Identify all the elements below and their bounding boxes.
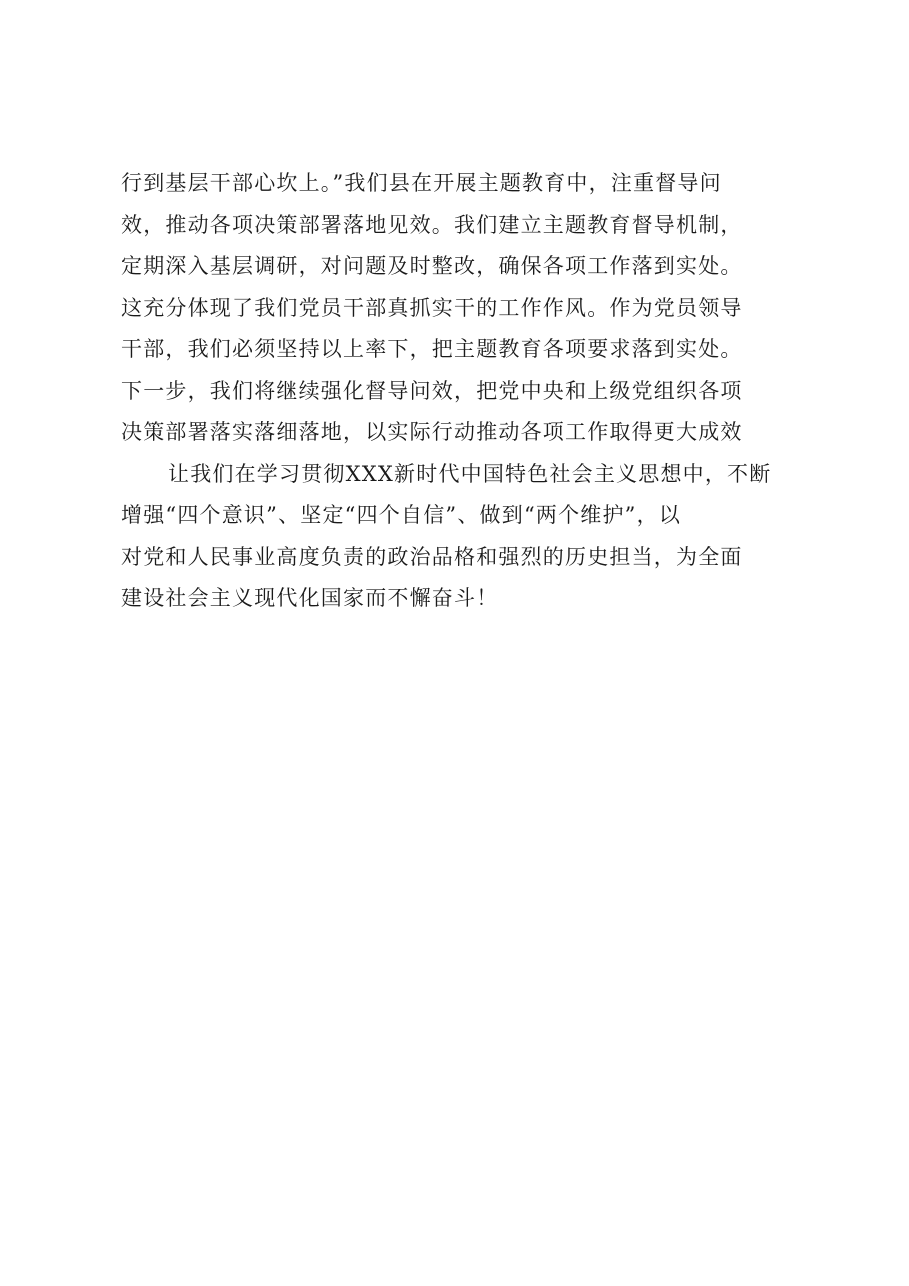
paragraph-2 [121,454,821,620]
text-line: 让我们在学习贯彻XXX新时代中国特色社会主义思想中，不断 [168,461,772,486]
text-line: 建设社会主义现代化国家而不懈奋斗！ [121,586,499,610]
text-line: 下一步，我们将继续强化督导问效，把党中央和上级党组织各项 [121,378,743,403]
text-line: 行到基层干部心坎上。”我们县在开展主题教育中，注重督导问 [121,171,722,195]
text-line: 对党和人民事业高度负责的政治品格和强烈的历史担当，为全面 [121,544,743,569]
text-line: 效，推动各项决策部署落地见效。我们建立主题教育督导机制， [121,212,743,237]
text-line: 这充分体现了我们党员干部真抓实干的工作作风。作为党员领导 [121,295,743,320]
text-line: 增强“四个意识”、坚定“四个自信”、做到“两个维护”，以 [121,503,682,527]
paragraph-1 [121,163,821,454]
text-line: 干部，我们必须坚持以上率下，把主题教育各项要求落到实处。 [121,337,743,361]
document-body [121,163,821,620]
text-line: 定期深入基层调研，对问题及时整改，确保各项工作落到实处。 [121,254,743,278]
text-line: 决策部署落实落细落地，以实际行动推动各项工作取得更大成效 [121,420,743,444]
